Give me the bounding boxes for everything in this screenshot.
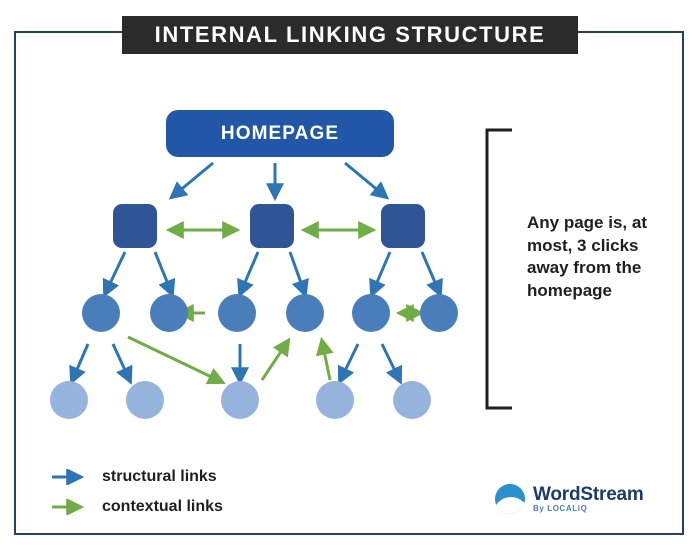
level4-node[interactable] — [316, 381, 354, 419]
structural-links-group — [72, 163, 440, 381]
legend-item-contextual — [50, 492, 350, 522]
brand-name: WordStream — [533, 483, 644, 505]
homepage-label: HOMEPAGE — [220, 122, 340, 144]
legend-item-structural — [50, 462, 350, 492]
level4-node[interactable] — [50, 381, 88, 419]
legend-label-contextual: contextual links — [102, 498, 223, 515]
level3-node[interactable] — [352, 294, 390, 332]
level2-node[interactable] — [113, 204, 157, 248]
brand-subtitle: By LOCALiQ — [533, 503, 588, 513]
brand-text — [533, 485, 644, 513]
level4-node[interactable] — [221, 381, 259, 419]
legend — [50, 462, 350, 522]
level4-node[interactable] — [126, 381, 164, 419]
level3-node[interactable] — [82, 294, 120, 332]
brand-logo — [495, 484, 644, 514]
level2-node[interactable] — [381, 204, 425, 248]
callout-bracket — [487, 130, 512, 408]
level3-node[interactable] — [150, 294, 188, 332]
level3-node[interactable] — [420, 294, 458, 332]
homepage-node[interactable] — [166, 110, 394, 157]
level3-node[interactable] — [218, 294, 256, 332]
wordstream-wave-icon — [495, 484, 525, 514]
arrow-right-icon — [50, 469, 90, 485]
level2-node[interactable] — [250, 204, 294, 248]
level4-node[interactable] — [393, 381, 431, 419]
callout-text: Any page is, at most, 3 clicks away from the homepage — [527, 213, 647, 300]
page-title: INTERNAL LINKING STRUCTURE — [154, 22, 546, 47]
level3-node[interactable] — [286, 294, 324, 332]
arrow-right-icon — [50, 499, 90, 515]
legend-label-structural: structural links — [102, 468, 217, 485]
title-banner — [122, 16, 578, 54]
